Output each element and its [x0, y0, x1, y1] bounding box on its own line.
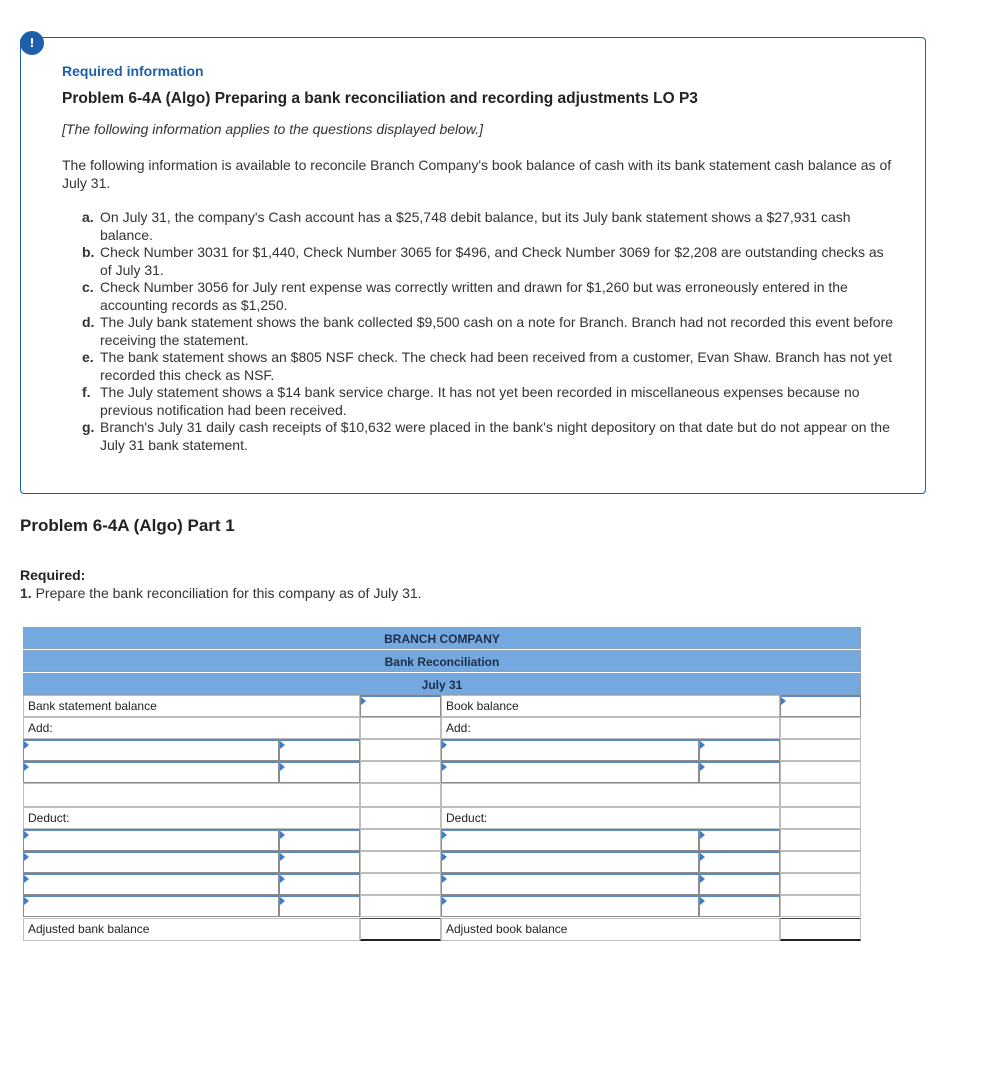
required-text: Prepare the bank reconciliation for this company as of July 31.: [31, 585, 422, 601]
book-add-amount-input[interactable]: [699, 739, 780, 761]
bank-add-amount-input[interactable]: [279, 739, 360, 761]
bank-add-label: Add:: [23, 717, 360, 739]
book-add-amount-input[interactable]: [699, 761, 780, 783]
item-letter: f.: [82, 384, 91, 400]
input-marker-icon: [24, 741, 29, 749]
item-text: Check Number 3056 for July rent expense was correctly written and drawn for $1,260 but was erroneously entered in the accounting records as $1,250.: [100, 279, 848, 313]
item-letter: b.: [82, 244, 95, 260]
bank-balance-label: Bank statement balance: [23, 695, 360, 717]
item-letter: g.: [82, 419, 95, 435]
input-marker-icon: [700, 763, 705, 771]
empty-cell: [441, 783, 780, 807]
input-marker-icon: [24, 763, 29, 771]
input-marker-icon: [280, 897, 285, 905]
company-name-header: BRANCH COMPANY: [23, 627, 861, 649]
input-marker-icon: [442, 763, 447, 771]
item-letter: a.: [82, 209, 94, 225]
item-text: The July statement shows a $14 bank service charge. It has not yet been recorded in miscellaneous expenses because no previous notification had been received.: [100, 384, 860, 418]
input-marker-icon: [700, 897, 705, 905]
bank-add-description-input[interactable]: [23, 739, 279, 761]
empty-cell: [360, 717, 441, 739]
list-item: [82, 279, 894, 314]
bank-deduct-description-input[interactable]: [23, 851, 279, 873]
input-marker-icon: [24, 875, 29, 883]
book-deduct-amount-input[interactable]: [699, 895, 780, 917]
bank-deduct-description-input[interactable]: [23, 873, 279, 895]
book-balance-input[interactable]: [780, 695, 861, 717]
list-item: [82, 244, 894, 279]
input-marker-icon: [280, 763, 285, 771]
alert-icon: !: [20, 31, 44, 55]
required-label: Required:: [20, 567, 86, 583]
empty-cell: [360, 851, 441, 873]
book-deduct-description-input[interactable]: [441, 829, 699, 851]
item-text: The July bank statement shows the bank collected $9,500 cash on a note for Branch. Branch had not recorded this event before receiving the statement.: [100, 314, 894, 348]
book-add-label: Add:: [441, 717, 780, 739]
item-letter: d.: [82, 314, 95, 330]
bank-deduct-label: Deduct:: [23, 807, 360, 829]
list-item: [82, 209, 894, 244]
input-marker-icon: [442, 853, 447, 861]
book-deduct-description-input[interactable]: [441, 873, 699, 895]
adjusted-bank-balance-total: [360, 918, 441, 941]
bank-deduct-amount-input[interactable]: [279, 851, 360, 873]
required-number: 1.: [20, 585, 32, 601]
empty-cell: [360, 761, 441, 783]
adjusted-bank-balance-label: Adjusted bank balance: [23, 918, 360, 941]
input-marker-icon: [280, 853, 285, 861]
item-text: Check Number 3031 for $1,440, Check Number 3065 for $496, and Check Number 3069 for $2,208 are outstanding checks as of July 31.: [100, 244, 884, 278]
empty-cell: [780, 717, 861, 739]
input-marker-icon: [24, 853, 29, 861]
book-add-subtotal-cell: [780, 783, 861, 807]
input-marker-icon: [700, 741, 705, 749]
required-instruction: [20, 585, 422, 601]
intro-paragraph: The following information is available to reconcile Branch Company's book balance of cash with its bank statement cash balance as of July 31.: [62, 157, 892, 191]
input-marker-icon: [24, 897, 29, 905]
bank-add-amount-input[interactable]: [279, 761, 360, 783]
book-balance-label: Book balance: [441, 695, 780, 717]
input-marker-icon: [442, 831, 447, 839]
item-text: On July 31, the company's Cash account has a $25,748 debit balance, but its July bank statement shows a $27,931 cash balance.: [100, 209, 851, 243]
bank-deduct-description-input[interactable]: [23, 895, 279, 917]
book-deduct-subtotal-cell: [780, 895, 861, 917]
bank-add-description-input[interactable]: [23, 761, 279, 783]
information-list: [82, 209, 894, 454]
bank-deduct-amount-input[interactable]: [279, 873, 360, 895]
bank-balance-input[interactable]: [360, 695, 441, 717]
input-marker-icon: [700, 875, 705, 883]
book-deduct-amount-input[interactable]: [699, 873, 780, 895]
empty-cell: [360, 807, 441, 829]
empty-cell: [780, 761, 861, 783]
problem-title: Problem 6-4A (Algo) Preparing a bank reconciliation and recording adjustments LO P3: [62, 90, 698, 107]
empty-cell: [23, 783, 360, 807]
list-item: [82, 384, 894, 419]
book-deduct-description-input[interactable]: [441, 851, 699, 873]
statement-name-header: Bank Reconciliation: [23, 650, 861, 672]
input-marker-icon: [280, 741, 285, 749]
bank-deduct-amount-input[interactable]: [279, 829, 360, 851]
book-deduct-description-input[interactable]: [441, 895, 699, 917]
list-item: [82, 419, 894, 454]
adjusted-book-balance-total: [780, 918, 861, 941]
item-text: The bank statement shows an $805 NSF check. The check had been received from a customer, Evan Shaw. Branch has not yet recorded this check as NSF.: [100, 349, 892, 383]
required-info-heading: Required information: [62, 63, 204, 79]
input-marker-icon: [442, 741, 447, 749]
adjusted-book-balance-label: Adjusted book balance: [441, 918, 780, 941]
input-marker-icon: [280, 875, 285, 883]
applies-note: [The following information applies to the questions displayed below.]: [62, 121, 484, 137]
empty-cell: [780, 851, 861, 873]
empty-cell: [360, 739, 441, 761]
input-marker-icon: [24, 831, 29, 839]
empty-cell: [780, 873, 861, 895]
list-item: [82, 349, 894, 384]
input-marker-icon: [781, 697, 786, 705]
book-deduct-label: Deduct:: [441, 807, 780, 829]
bank-add-subtotal-cell: [360, 783, 441, 807]
input-marker-icon: [700, 853, 705, 861]
book-add-description-input[interactable]: [441, 739, 699, 761]
part-title: Problem 6-4A (Algo) Part 1: [20, 516, 235, 535]
input-marker-icon: [280, 831, 285, 839]
book-add-description-input[interactable]: [441, 761, 699, 783]
empty-cell: [780, 829, 861, 851]
input-marker-icon: [700, 831, 705, 839]
bank-deduct-amount-input[interactable]: [279, 895, 360, 917]
bank-reconciliation-table: [23, 627, 861, 941]
empty-cell: [360, 829, 441, 851]
empty-cell: [780, 739, 861, 761]
input-marker-icon: [361, 697, 366, 705]
list-item: [82, 314, 894, 349]
bank-deduct-description-input[interactable]: [23, 829, 279, 851]
input-marker-icon: [442, 875, 447, 883]
bank-deduct-subtotal-cell: [360, 895, 441, 917]
empty-cell: [360, 873, 441, 895]
statement-date-header: July 31: [23, 673, 861, 695]
item-letter: e.: [82, 349, 94, 365]
book-deduct-amount-input[interactable]: [699, 851, 780, 873]
item-text: Branch's July 31 daily cash receipts of $10,632 were placed in the bank's night depository on that date but do not appear on the July 31 bank statement.: [100, 419, 890, 453]
input-marker-icon: [442, 897, 447, 905]
book-deduct-amount-input[interactable]: [699, 829, 780, 851]
empty-cell: [780, 807, 861, 829]
item-letter: c.: [82, 279, 94, 295]
